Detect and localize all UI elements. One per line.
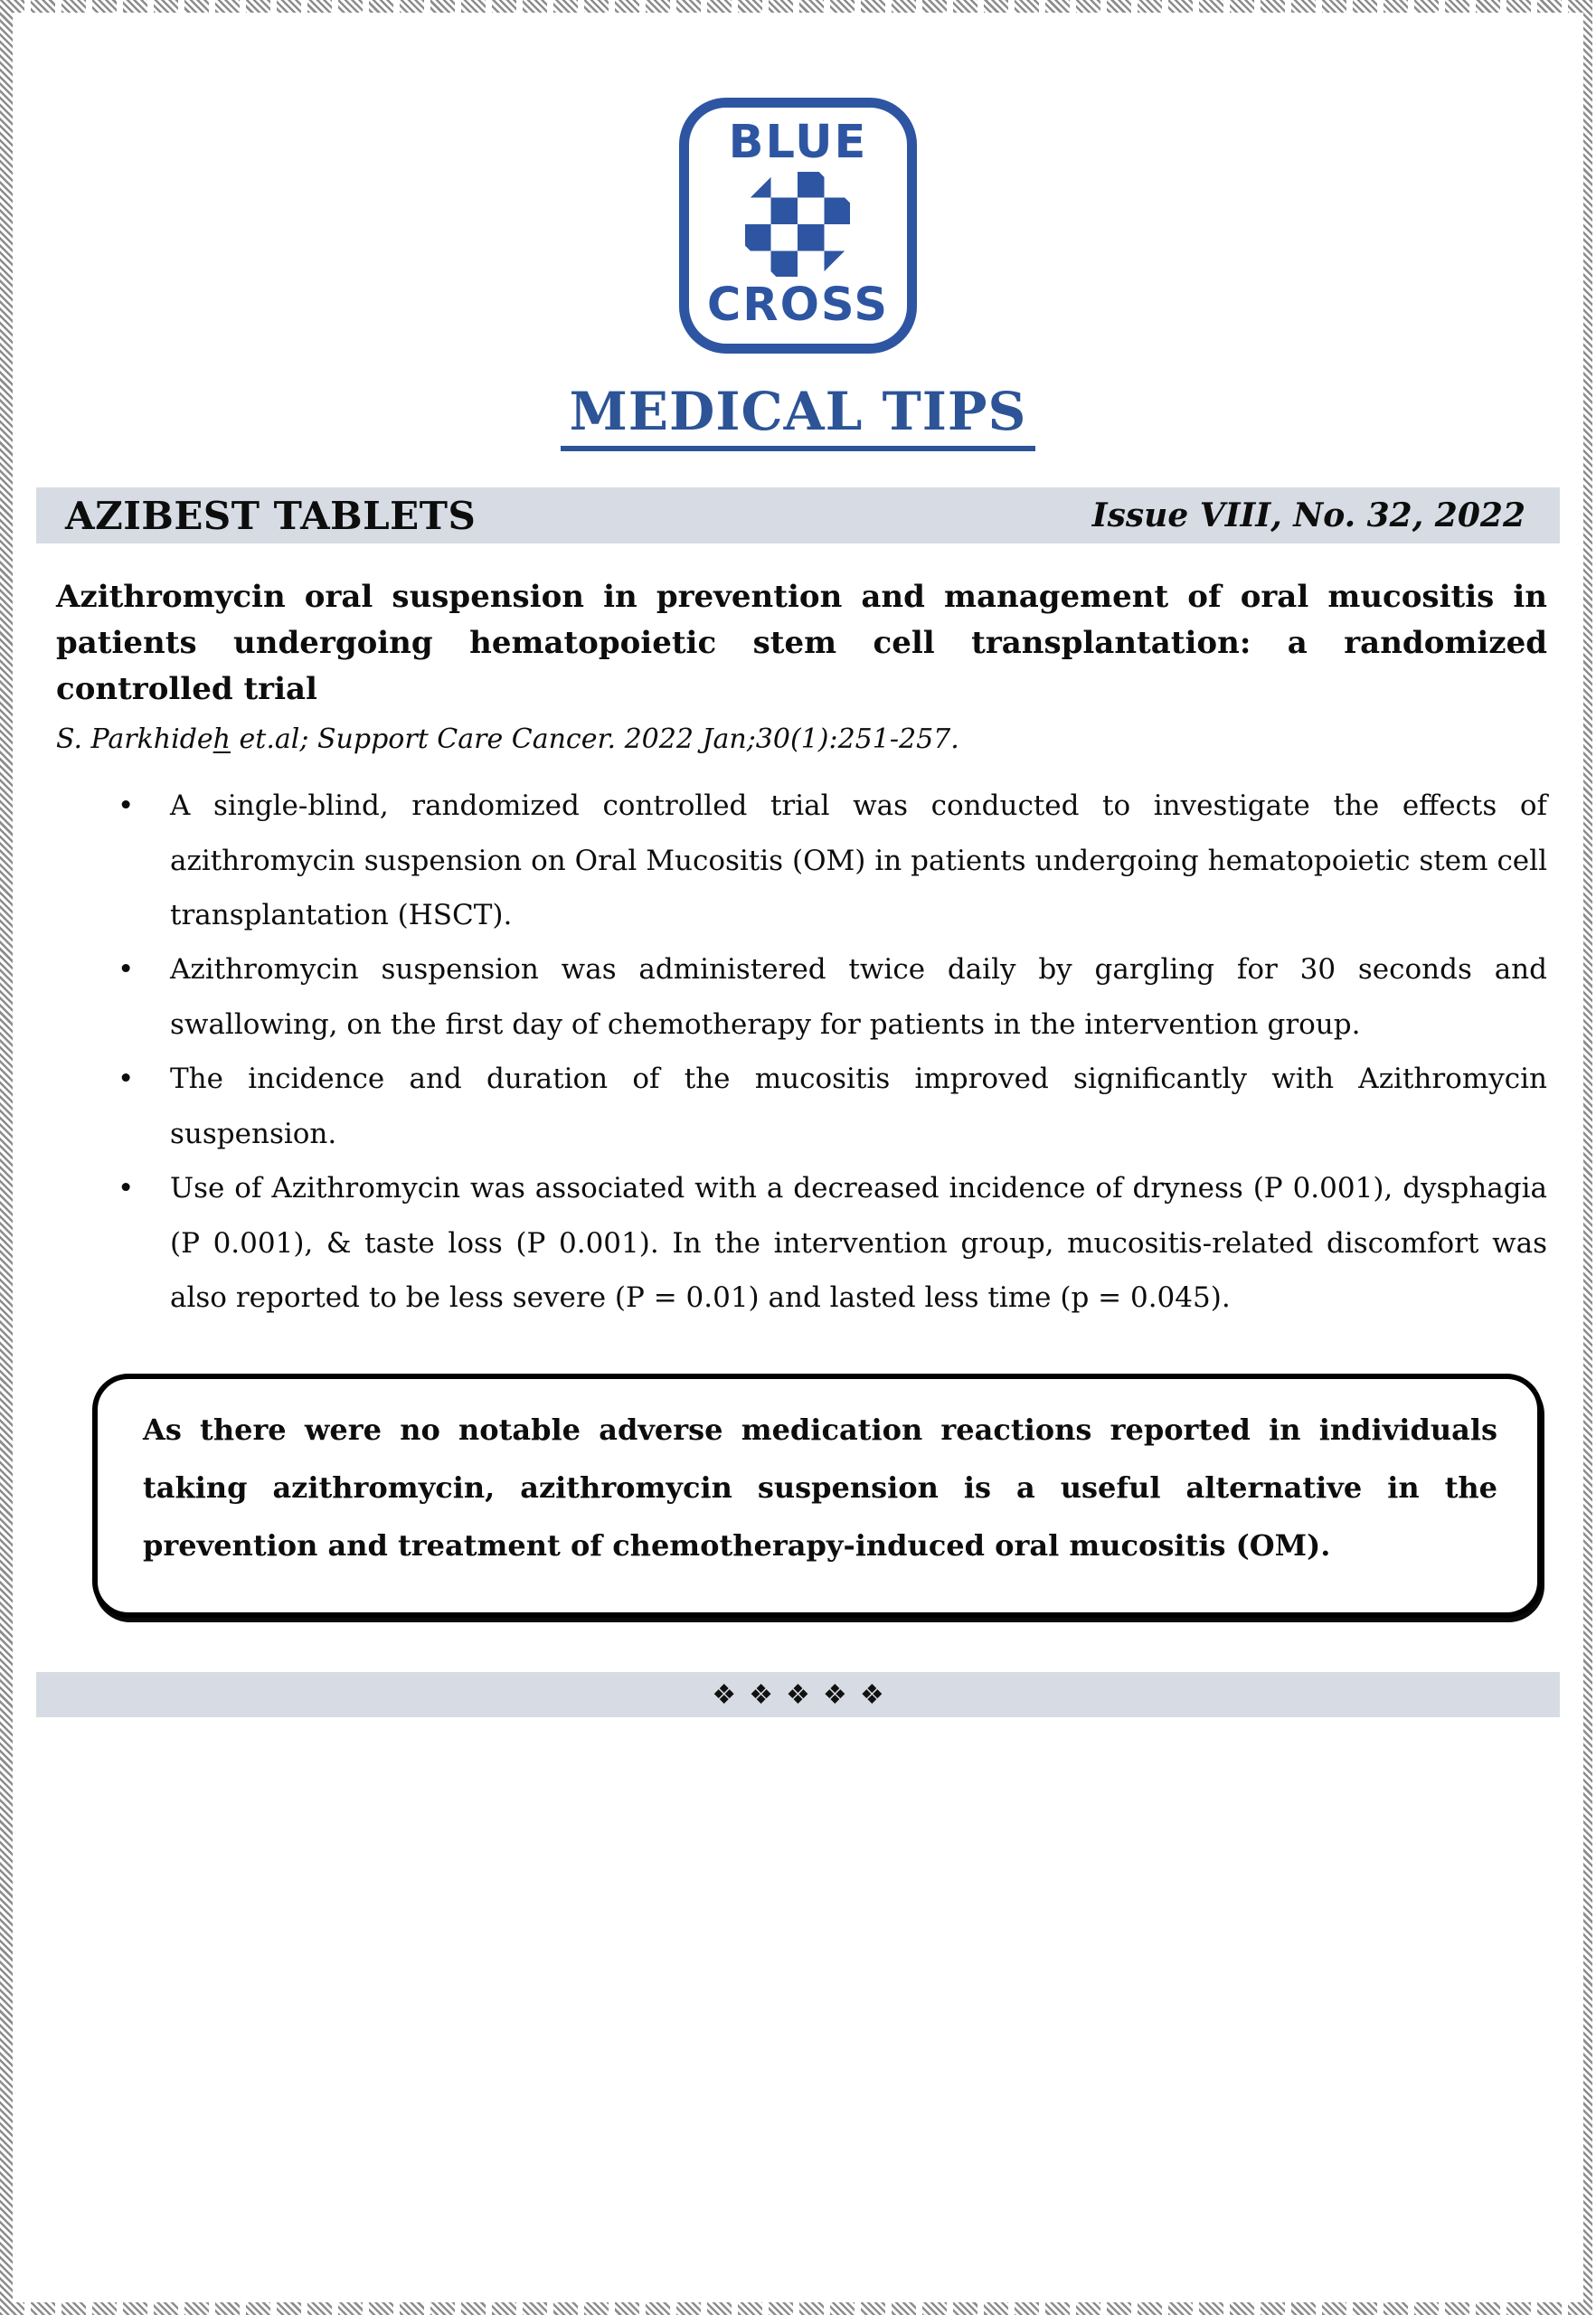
footer-bar — [36, 1672, 1560, 1717]
bullet-text: Azithromycin suspension was administered twice daily by gargling for 30 seconds and swallowing, on the first day of chemotherapy for patients in the intervention group. — [170, 953, 1547, 1041]
masthead — [13, 381, 1583, 451]
issue-bar — [36, 487, 1560, 543]
page-title: MEDICAL TIPS — [561, 381, 1036, 451]
bullet-item — [118, 779, 1547, 942]
citation — [56, 723, 1547, 755]
logo-word-blue: BLUE — [728, 116, 868, 169]
bullet-text: A single-blind, randomized controlled trial was conducted to investigate the effects of azithromycin suspension on Oral Mucositis (OM) in patients undergoing hematopoietic stem cell transplantation (HSCT). — [170, 789, 1547, 931]
conclusion-text: As there were no notable adverse medication reactions reported in individuals taking azithromycin, azithromycin suspension is a useful alternative in the prevention and treatment of chemotherapy-induced oral mucositis (OM). — [143, 1413, 1497, 1564]
bullet-item — [118, 942, 1547, 1052]
conclusion-box — [92, 1374, 1543, 1618]
issue-number: Issue VIII, No. 32, 2022 — [1091, 496, 1525, 535]
key-points-list — [56, 779, 1547, 1325]
page-sheet — [13, 13, 1583, 2302]
checkered-octagon-cross-icon — [744, 171, 851, 278]
bullet-text: Use of Azithromycin was associated with a decreased incidence of dryness (P 0.001), dysphagia (P 0.001), & taste loss (P 0.001). In the intervention group, mucositis-related discomfort was also reported to be less severe (P = 0.01) and lasted less time (p = 0.045). — [170, 1172, 1547, 1315]
article-title: Azithromycin oral suspension in prevention and management of oral mucositis in patients undergoing hematopoietic stem cell transplantation: a randomized controlled trial — [56, 579, 1547, 708]
diamond-ornament-icon: ❖❖❖❖❖ — [712, 1678, 897, 1711]
citation-text-pre: S. Parkhide — [56, 723, 213, 756]
bullet-item — [118, 1161, 1547, 1325]
logo — [13, 98, 1583, 354]
product-name: AZIBEST TABLETS — [65, 493, 477, 538]
logo-word-cross: CROSS — [706, 278, 890, 332]
citation-text-post: et.al; Support Care Cancer. 2022 Jan;30(1):251-257. — [231, 723, 959, 756]
blue-cross-logo — [679, 98, 917, 354]
bullet-item — [118, 1052, 1547, 1161]
article — [56, 574, 1547, 1325]
citation-underlined-letter: h — [212, 723, 231, 756]
bullet-text: The incidence and duration of the mucositis improved significantly with Azithromycin suspension. — [170, 1063, 1547, 1150]
